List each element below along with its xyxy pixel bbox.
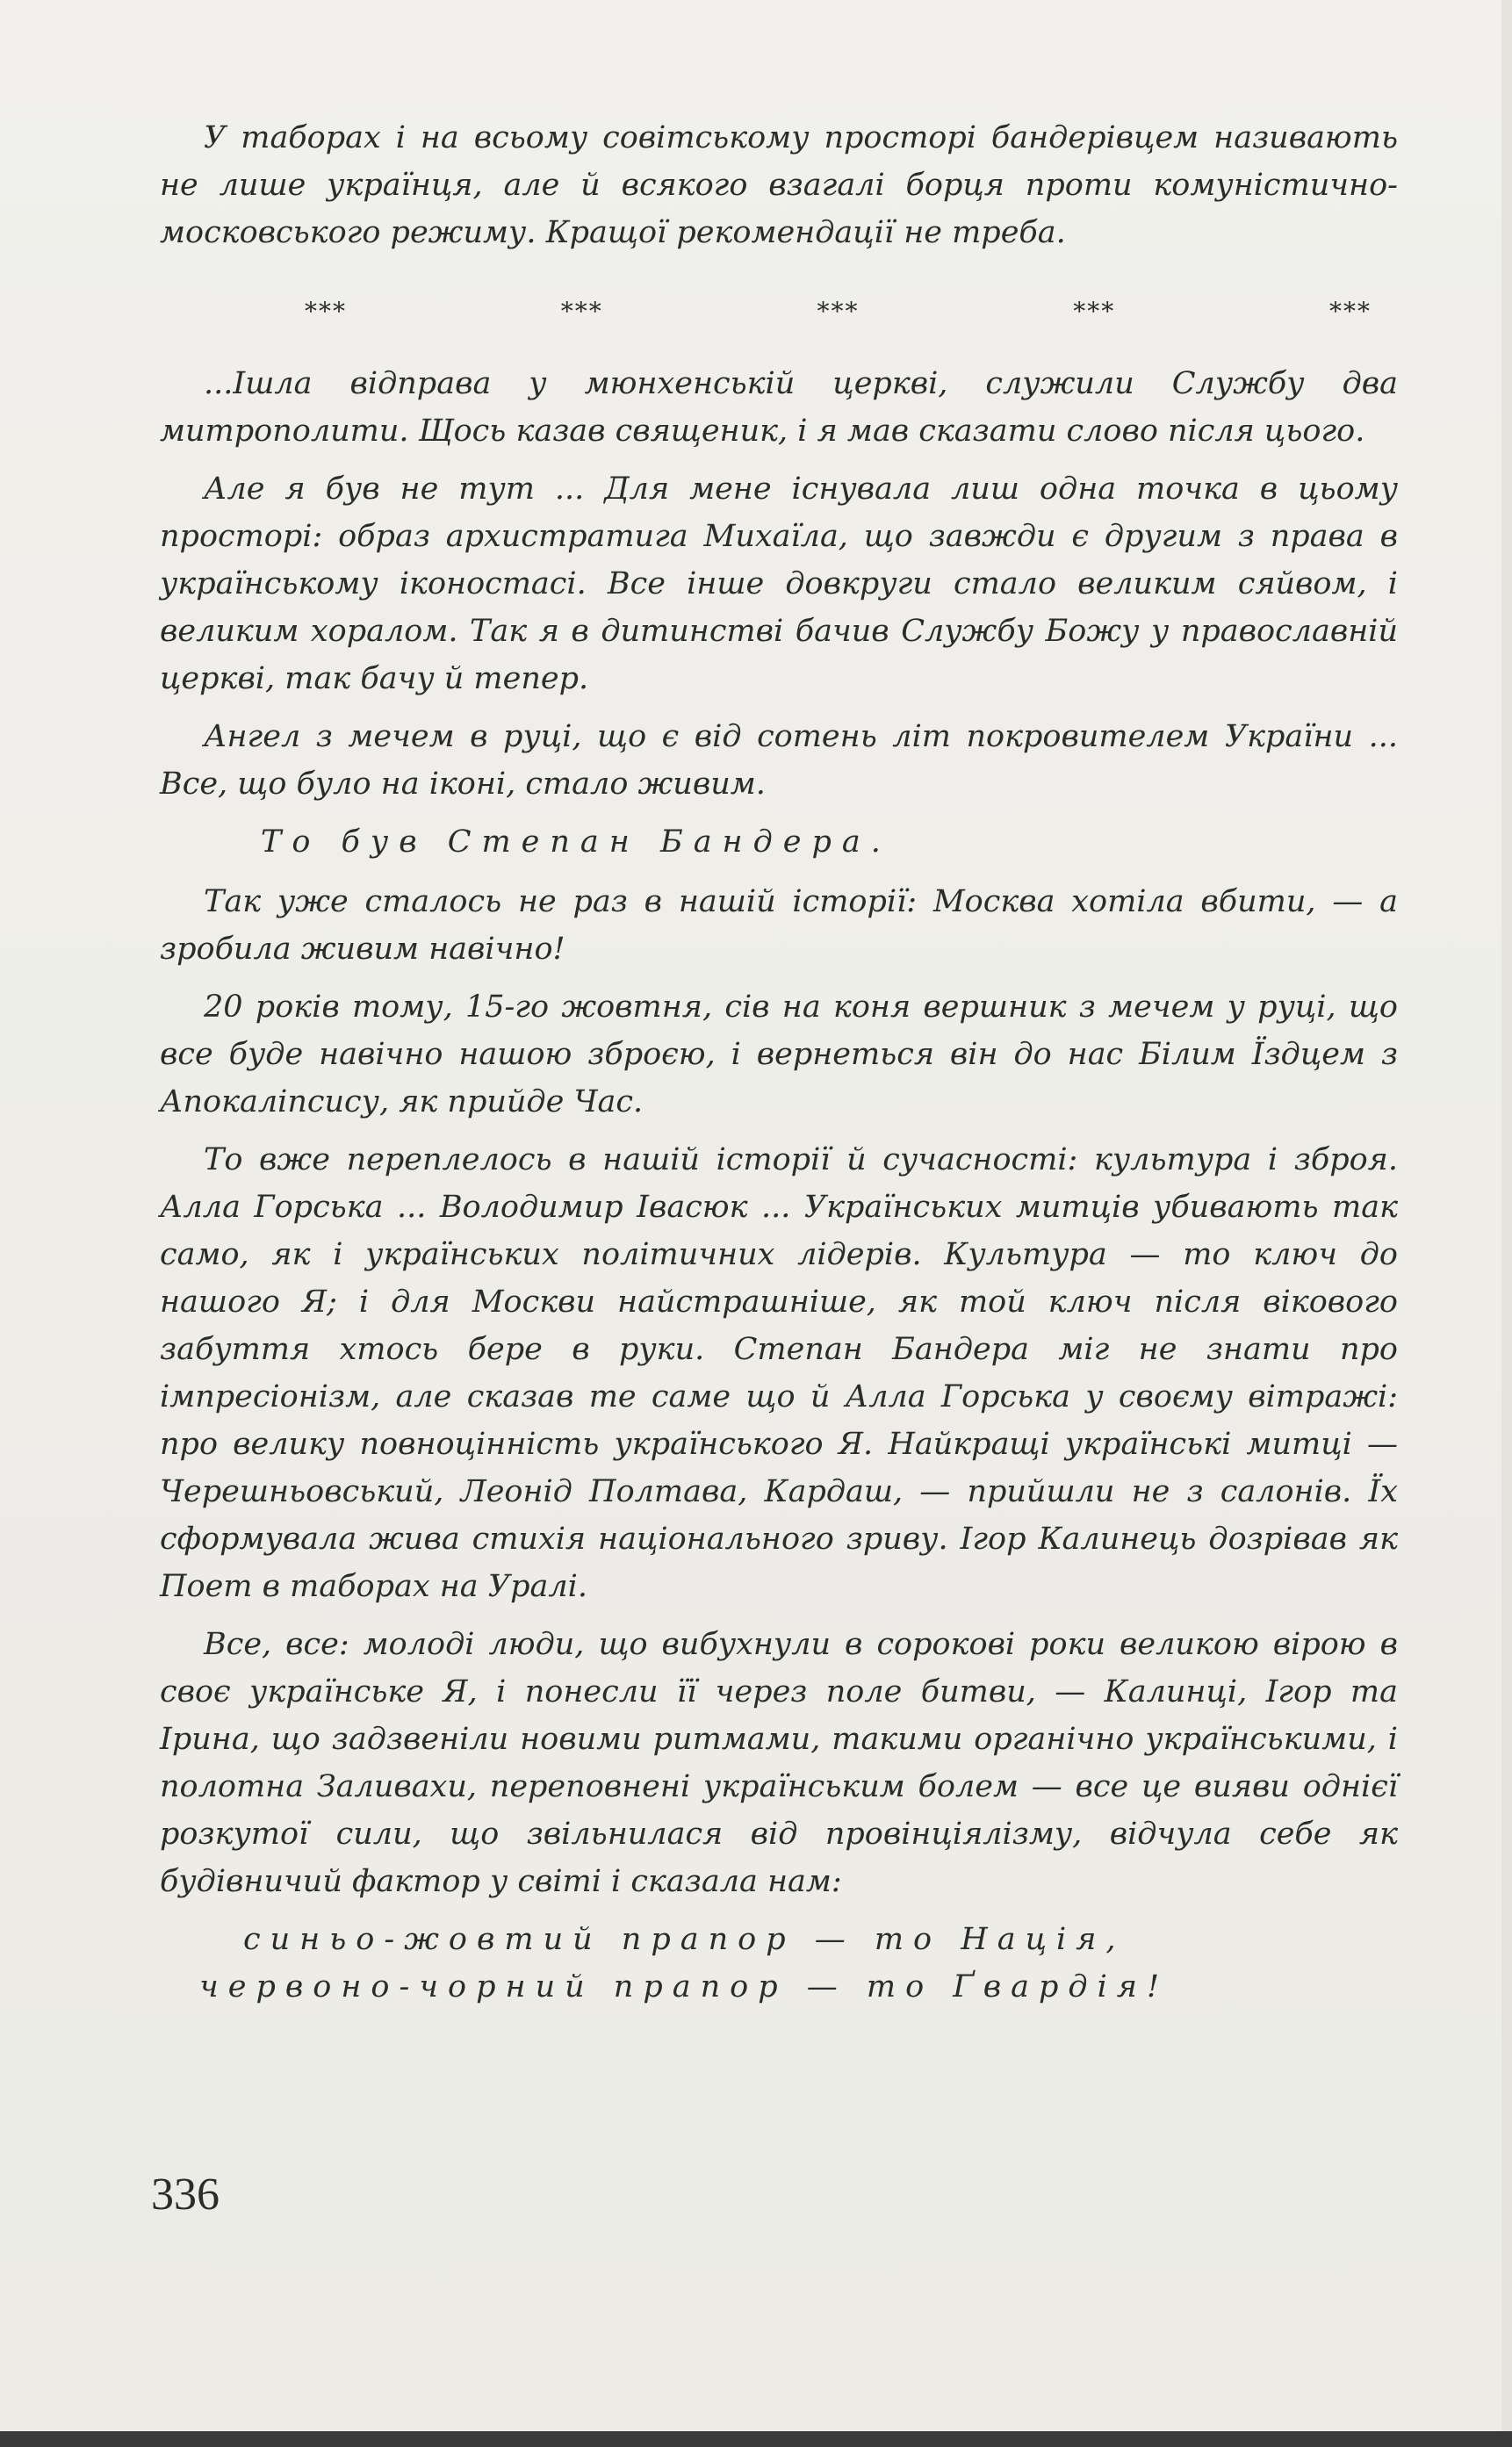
page-edge [1501, 0, 1512, 2447]
separator-mark: *** [817, 297, 860, 326]
separator-mark: *** [1329, 297, 1372, 326]
paragraph: У таборах і на всьому совітському просторі бандерівцем називають не лише українця, але й всякого взагалі борця проти комуністично-московського режиму. Кращої рекомендації не треба. [160, 120, 1398, 250]
verse-line: червоно-чорний прапор — то Ґвардія! [199, 1969, 1170, 2004]
verse-line: синьо-жовтий прапор — то Нація, [243, 1922, 1126, 1957]
separator-mark: *** [1073, 297, 1116, 326]
page-number: 336 [151, 2170, 220, 2220]
paragraph: Ангел з мечем в руці, що є від сотень літ покровителем України ... Все, що було на іконі, стало живим. [160, 719, 1398, 802]
paragraph: Але я був не тут ... Для мене існувала лиш одна точка в цьому просторі: образ архистратига Михаїла, що завжди є другим з права в українському іконостасі. Все інше довкруги стало великим сяйвом, і великим хоралом. Так я в дитинстві бачив Службу Божу у православній церкві, так бачу й тепер. [160, 471, 1398, 696]
separator-mark: *** [560, 297, 603, 326]
emphasized-line: То був Степан Бандера. [261, 824, 891, 860]
separator-mark: *** [305, 297, 347, 326]
page-text [160, 114, 1398, 2011]
paragraph: ...Ішла відправа у мюнхенській церкві, служили Службу два митрополити. Щось казав священик, і я мав сказати слово після цього. [160, 366, 1398, 449]
paragraph: Все, все: молоді люди, що вибухнули в сорокові роки великою вірою в своє українське Я, і понесли її через поле битви, — Калинці, Ігор та Ірина, що задзвеніли новими ритмами, такими органічно українськими, і полотна Заливахи, переповнені українським болем — все це вияви однієї розкутої сили, що звільнилася від провінціялізму, відчула себе як будівничий фактор у світі і сказала нам: [160, 1627, 1398, 1899]
paragraph: То вже переплелось в нашій історії й сучасності: культура і зброя. Алла Горська ... Володимир Івасюк ... Українських митців убивають так само, як і українських політичних лідерів. Культура — то ключ до нашого Я; і для Москви найстрашніше, як той ключ після вікового забуття хтось бере в руки. Степан Бандера міг не знати про імпресіонізм, але сказав те саме що й Алла Горська у своєму вітражі: про велику повноцінність українського Я. Найкращі українські митці — Черешньовський, Леонід Полтава, Кардаш, — прийшли не з салонів. Їх сформувала жива стихія національного зриву. Ігор Калинець дозрівав як Поет в таборах на Уралі. [160, 1142, 1398, 1604]
paragraph: Так уже сталось не раз в нашій історії: Москва хотіла вбити, — а зробила живим навічно! [160, 884, 1398, 967]
paragraph: 20 років тому, 15-го жовтня, сів на коня вершник з мечем у руці, що все буде навічно нашою зброєю, і вернеться він до нас Білим Їздцем з Апокаліпсису, як прийде Час. [160, 990, 1398, 1119]
scan-border [0, 2431, 1512, 2447]
section-separator [160, 288, 1398, 335]
